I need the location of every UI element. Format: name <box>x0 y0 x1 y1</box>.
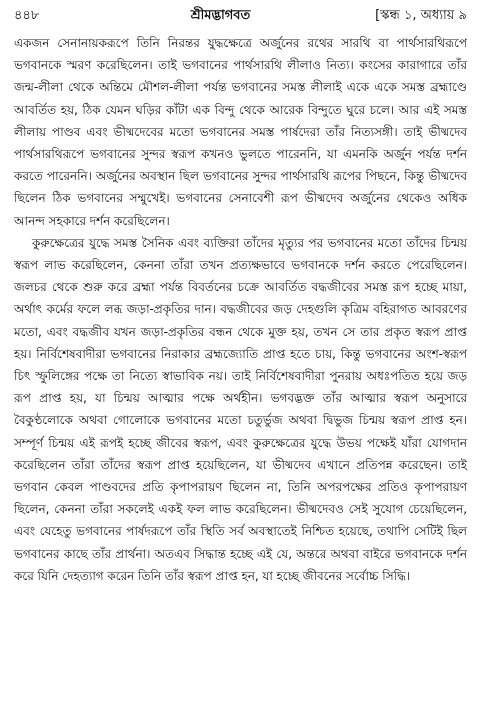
page-number: ৪৪৮ <box>14 7 40 23</box>
section-reference: [স্কন্ধ ১, অধ্যায় ৯ <box>375 7 467 23</box>
running-title: শ্রীমদ্ভাগবত <box>190 7 251 23</box>
body-paragraph: একজন সেনানায়করূপে তিনি নিরন্তর যুদ্ধক্ষেত্রে অর্জুনের রথের সারথি বা পার্থসারথিরূপে ভগবানকে স্মরণ করেছিলেন। তাই ভগবানের পার্থসারথি লীলাও নিত্য। কংসের কারাগারে তাঁর জন্ম-লীলা থেকে অন্তিমে মৌশল-লীলা পর্যন্ত ভগবানের সমস্ত লীলাই একে একে সমস্ত ব্রহ্মাণ্ডে আবর্তিত হয়, ঠিক যেমন ঘড়ির কাঁটা এক বিন্দু থেকে আরেক বিন্দুতে ঘুরে চলে। আর এই সমস্ত লীলায় পাণ্ডব এবং ভীষ্মদেবের মতো ভগবানের সমস্ত পার্ষদেরা তাঁর নিত্যসঙ্গী। তাই ভীষ্মদেব পার্থসারথিরূপে ভগবানের সুন্দর স্বরূপ কখনও ভুলতে পারেননি, যা এমনকি অর্জুন পর্যন্ত দর্শন করতে পারেননি। অর্জুনের অবস্থান ছিল ভগবানের সুন্দর পার্থসারথি রূপের পিছনে, কিন্তু ভীষ্মদেব ছিলেন ঠিক ভগবানের সম্মুখেই। ভগবানের সেনাবেশী রূপ ভীষ্মদেব অর্জুনের থেকেও অধিক আনন্দ সহকারে দর্শন করেছিলেন। <box>14 36 467 228</box>
page-body <box>14 32 467 587</box>
page-header <box>14 4 467 28</box>
body-paragraph: কুরুক্ষেত্রের যুদ্ধে সমস্ত সৈনিক এবং ব্যক্তিরা তাঁদের মৃত্যুর পর ভগবানের মতো তাঁদের চিন্ময় স্বরূপ লাভ করেছিলেন, কেননা তাঁরা তখন প্রত্যক্ষভাবে ভগবানকে দর্শন করতে পেরেছিলেন। জলচর থেকে শুরু করে ব্রহ্মা পর্যন্ত বিবর্তনের চক্রে আবর্তিত বদ্ধজীবের সমস্ত রূপ হচ্ছে মায়া, অর্থাৎ কর্মের ফলে লব্ধ জড়া-প্রকৃতির দান। বদ্ধজীবের জড় দেহগুলি কৃত্রিম বহিরাগত আবরণের মতো, এবং বদ্ধজীব যখন জড়া-প্রকৃতির বন্ধন থেকে মুক্ত হয়, তখন সে তার প্রকৃত স্বরূপ প্রাপ্ত হয়। নির্বিশেষবাদীরা ভগবানের নিরাকার ব্রহ্মজ্যোতি প্রাপ্ত হতে চায়, কিন্তু ভগবানের অংশ-স্বরূপ চিৎ স্ফুলিঙ্গের পক্ষে তা নিত্যে স্বাভাবিক নয়। তাই নির্বিশেষবাদীরা পুনরায় অধঃপতিত হয়ে জড় রূপ প্রাপ্ত হয়, যা চিন্ময় আত্মার পক্ষে অর্থহীন। ভগবদ্ভক্ত তাঁর আত্মার স্বরূপ অনুসারে বৈকুণ্ঠলোকে অথবা গোলোকে ভগবানের মতো চতুর্ভুজ অথবা দ্বিভুজ চিন্ময় স্বরূপ প্রাপ্ত হন। সম্পূর্ণ চিন্ময় এই রূপই হচ্ছে জীবের স্বরূপ, এবং কুরুক্ষেত্রের যুদ্ধে উভয় পক্ষেই যাঁরা যোগদান করেছিলেন তাঁরা তাঁদের স্বরূপ প্রাপ্ত হয়েছিলেন, যা ভীষ্মদেব এখানে প্রতিপন্ন করেছেন। তাই ভগবান কেবল পাণ্ডবদের প্রতি কৃপাপরায়ণ ছিলেন না, তিনি অপরপক্ষের প্রতিও কৃপাপরায়ণ ছিলেন, কেননা তাঁরা সকলেই একই ফল লাভ করেছিলেন। ভীষ্মদেবও সেই সুযোগ চেয়েছিলেন, এবং যেহেতু ভগবানের পার্ষদরূপে তাঁর স্থিতি সর্ব অবস্থাতেই নিশ্চিত হয়েছে, তথাপি সেটিই ছিল ভগবানের কাছে তাঁর প্রার্থনা। অতএব সিদ্ধান্ত হচ্ছে এই যে, অন্তরে অথবা বাইরে ভগবানকে দর্শন করে যিনি দেহত্যাগ করেন তিনি তাঁর স্বরূপ প্রাপ্ত হন, যা হচ্ছে জীবনের সর্বোচ্চ সিদ্ধি। <box>14 235 467 583</box>
